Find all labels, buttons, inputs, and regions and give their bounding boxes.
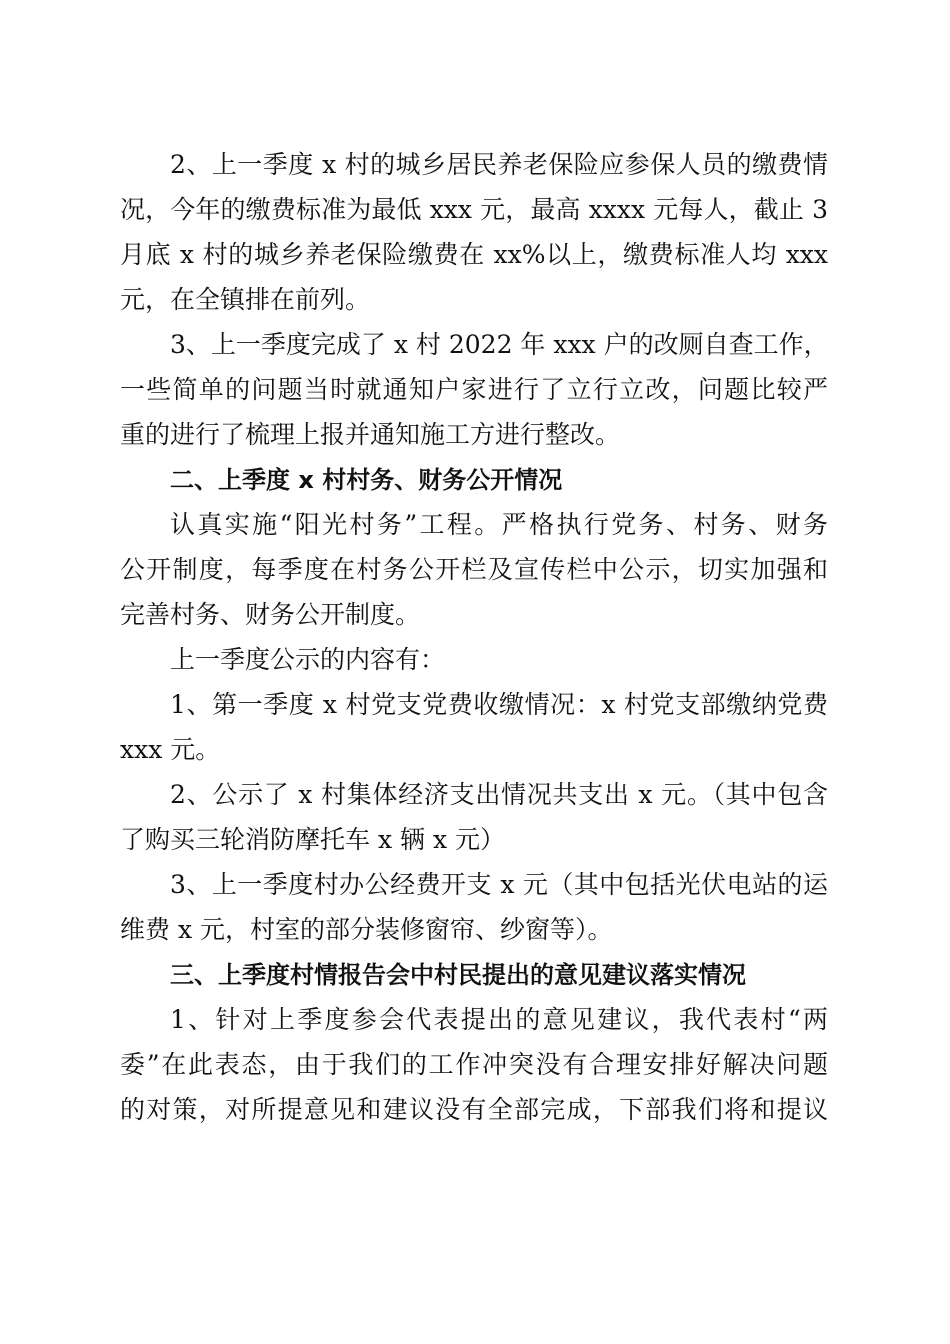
response-1-line: 1、针对上季度参会代表提出的意见建议，我代表村“两 (170, 1005, 828, 1034)
intro-paragraph-line: 公开制度，每季度在村务公开栏及宣传栏中公示，切实加强和 (120, 555, 828, 584)
contents-label: 上一季度公示的内容有： (170, 645, 446, 674)
notice-3-line: 维费 x 元，村室的部分装修窗帘、纱窗等）。 (120, 915, 613, 944)
response-1-line: 的对策，对所提意见和建议没有全部完成，下部我们将和提议 (120, 1095, 828, 1124)
toilet-paragraph-line: 重的进行了梳理上报并通知施工方进行整改。 (120, 420, 621, 449)
pension-paragraph-line: 况，今年的缴费标准为最低 xxx 元，最高 xxxx 元每人，截止 3 (120, 195, 828, 224)
notice-1-line: xxx 元。 (120, 735, 221, 764)
notice-3-line: 3、上一季度村办公经费开支 x 元（其中包括光伏电站的运 (170, 870, 828, 899)
toilet-paragraph-line: 3、上一季度完成了 x 村 2022 年 xxx 户的改厕自查工作， (170, 330, 829, 359)
response-1-line: 委”在此表态，由于我们的工作冲突没有合理安排好解决问题 (120, 1050, 828, 1079)
toilet-paragraph-line: 一些简单的问题当时就通知户家进行了立行立改，问题比较严 (120, 375, 828, 404)
pension-paragraph-line: 元，在全镇排在前列。 (120, 285, 371, 314)
notice-2-line: 2、公示了 x 村集体经济支出情况共支出 x 元。（其中包含 (170, 780, 828, 809)
intro-paragraph-line: 认真实施“阳光村务”工程。严格执行党务、村务、财务 (170, 510, 828, 539)
section-heading-2: 二、上季度 x 村村务、财务公开情况 (170, 466, 563, 494)
section-heading-3: 三、上季度村情报告会中村民提出的意见建议落实情况 (170, 961, 746, 989)
intro-paragraph-line: 完善村务、财务公开制度。 (120, 600, 421, 629)
notice-2-line: 了购买三轮消防摩托车 x 辆 x 元） (120, 825, 505, 854)
pension-paragraph-line: 2、上一季度 x 村的城乡居民养老保险应参保人员的缴费情 (170, 150, 828, 179)
notice-1-line: 1、第一季度 x 村党支党费收缴情况：x 村党支部缴纳党费 (170, 690, 828, 719)
pension-paragraph-line: 月底 x 村的城乡养老保险缴费在 xx%以上，缴费标准人均 xxx (120, 240, 828, 269)
